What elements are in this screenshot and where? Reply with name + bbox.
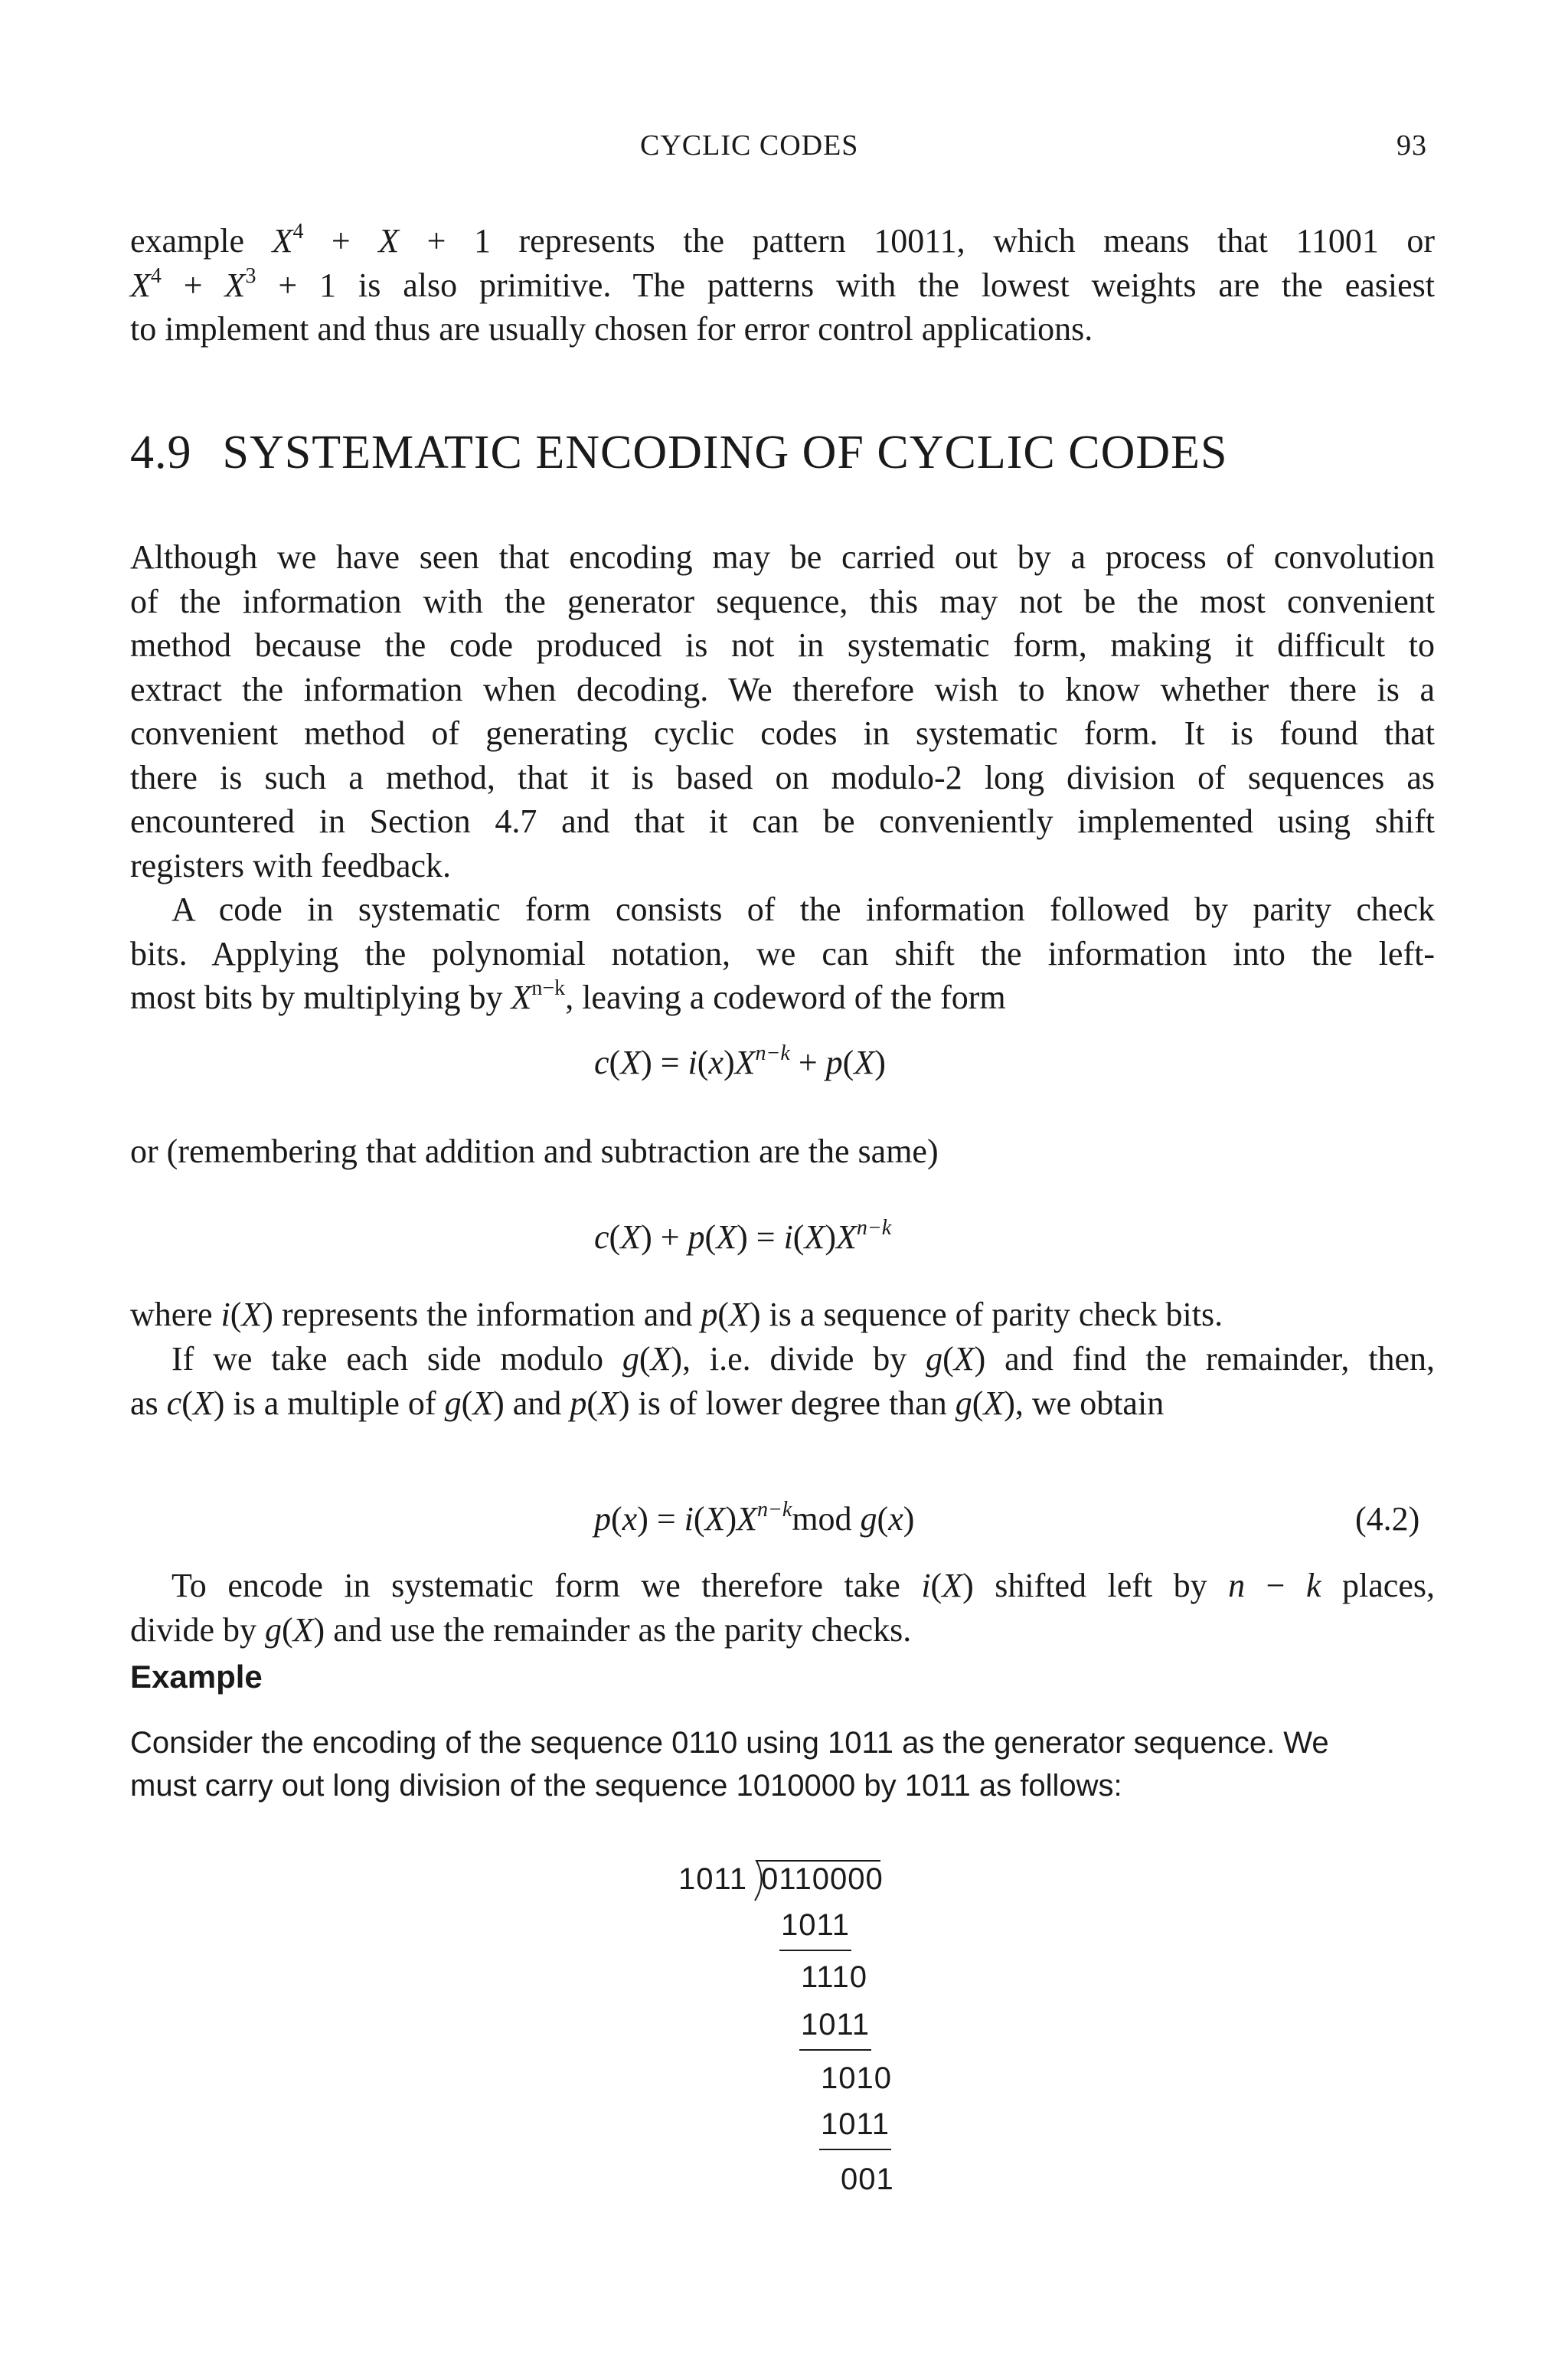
body-paragraph-5 [130, 1337, 1435, 1425]
para2-line-2: bits. Applying the polynomial notation, we can shift the information into the left- [130, 934, 1435, 973]
page-number: 93 [1396, 129, 1427, 162]
division-step-1: 1011 [781, 1908, 851, 1942]
section-title: SYSTEMATIC ENCODING OF CYCLIC CODES [222, 427, 1228, 479]
equation-number: (4.2) [1355, 1500, 1420, 1538]
division-rule-3 [819, 2149, 891, 2150]
para1-line-3: method because the code produced is not in systematic form, making it difficult to [130, 626, 1435, 664]
division-step-2: 1110 [801, 1960, 868, 1994]
para1-line-2: of the information with the generator sequence, this may not be the most convenient [130, 582, 1435, 620]
para4-line-1: where i(X) represents the information and p(X) is a sequence of parity check bits. [130, 1296, 1223, 1333]
para1-line-5: convenient method of generating cyclic codes in systematic form. It is found that [130, 714, 1435, 752]
para2-line-1: A code in systematic form consists of the information followed by parity check [172, 891, 1435, 928]
body-paragraph-2 [130, 888, 1435, 1020]
para1-line-1: Although we have seen that encoding may be carried out by a process of convolution [130, 538, 1435, 576]
para6-line-2: divide by g(X) and use the remainder as the parity checks. [130, 1610, 912, 1649]
body-paragraph-6 [130, 1564, 1435, 1652]
para3-line-1: or (remembering that addition and subtraction are the same) [130, 1133, 939, 1170]
intro-line-1: example $X^4 + X + 1$ represents the pattern 10011, which means that 11001 or [130, 220, 1435, 260]
running-title: CYCLIC CODES [640, 129, 859, 162]
section-heading [130, 426, 1228, 480]
para2-line-3: most bits by multiplying by $X^{n-k}$, leaving a codeword of the form [130, 976, 1006, 1016]
division-rule-1 [779, 1950, 851, 1951]
division-dividend: 0110000 [761, 1862, 884, 1896]
para1-line-4: extract the information when decoding. We therefore wish to know whether there is a [130, 670, 1435, 708]
example-line-1: Consider the encoding of the sequence 0110 using 1011 as the generator sequence. We [130, 1726, 1329, 1760]
division-step-3: 1011 [801, 2008, 871, 2041]
division-rule-2 [799, 2049, 871, 2051]
equation-parity-sum: $c(X) + p(X) = i(X)X^{n-k}$ [594, 1216, 892, 1256]
running-head [0, 129, 1568, 175]
para5-line-1: If we take each side modulo g(X), i.e. divide by g(X) and find the remainder, then, [172, 1340, 1436, 1378]
section-number: 4.9 [130, 427, 192, 479]
equation-parity-remainder: $p(x) = i(X)X^{n-k}mod$ g(x) [594, 1498, 915, 1538]
body-paragraph-4 [130, 1293, 1435, 1337]
body-paragraph-1 [130, 535, 1435, 888]
example-heading: Example [130, 1659, 263, 1695]
intro-paragraph [130, 219, 1435, 351]
intro-line-3: to implement and thus are usually chosen for error control applications. [130, 310, 1093, 348]
division-step-5: 1011 [821, 2107, 890, 2141]
division-divisor: 1011 [678, 1862, 748, 1896]
para6-line-1: To encode in systematic form we therefore take i(X) shifted left by n − k places, [172, 1567, 1435, 1604]
division-remainder: 001 [841, 2162, 894, 2196]
intro-line-2: $X^4 + X^3 + 1$ is also primitive. The patterns with the lowest weights are the easiest [130, 263, 1435, 304]
para1-line-8: registers with feedback. [130, 846, 452, 884]
example-line-2: must carry out long division of the sequence 1010000 by 1011 as follows: [130, 1769, 1122, 1803]
example-paragraph [130, 1721, 1435, 1807]
para5-line-2: as c(X) is a multiple of g(X) and p(X) is of lower degree than g(X), we obtain [130, 1384, 1165, 1422]
para1-line-7: encountered in Section 4.7 and that it can be conveniently implemented using shift [130, 803, 1435, 840]
para1-line-6: there is such a method, that it is based on modulo-2 long division of sequences as [130, 758, 1435, 796]
division-step-4: 1010 [821, 2061, 892, 2095]
body-paragraph-3 [130, 1129, 1435, 1174]
equation-codeword: $c(X) = i(x)X^{n-k} + p(X)$ [594, 1041, 886, 1081]
